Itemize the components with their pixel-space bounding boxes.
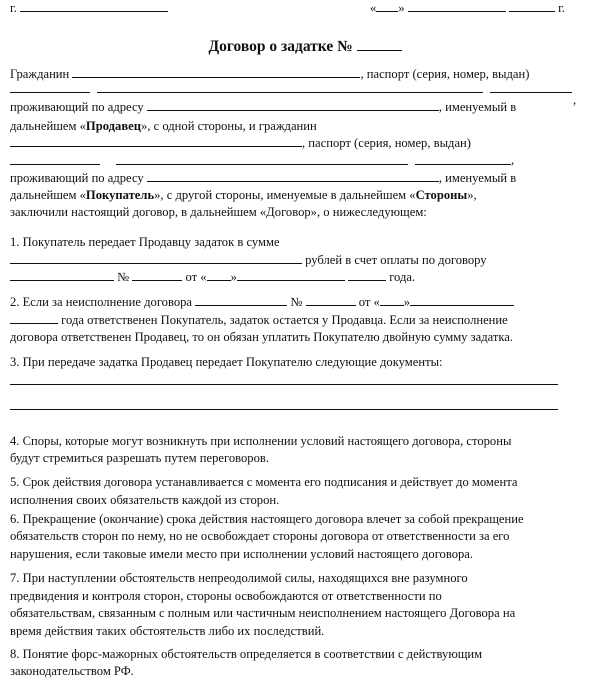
clause-7-line-1 [10, 570, 468, 587]
passport2-blank-3[interactable] [415, 164, 511, 165]
passport2-blank-2[interactable] [116, 164, 408, 165]
year-suffix: г. [558, 1, 565, 15]
clause-4-line-1 [10, 433, 511, 450]
sides-role: Стороны [415, 188, 468, 202]
date-quote-close: » [398, 1, 405, 15]
concluded-text: заключили настоящий договор, в дальнейшем «Договор», о нижеследующем: [10, 205, 427, 219]
clause-8-text: 8. Понятие форс-мажорных обстоятельств определяется в соответствии с действующим [10, 647, 483, 661]
city-prefix: г. [10, 1, 17, 15]
address-blank-1[interactable] [147, 99, 439, 111]
day-blank[interactable] [376, 0, 398, 12]
residing-label-2: проживающий по адресу [10, 171, 144, 185]
clause-2-line-1 [10, 294, 514, 311]
clause-7-text: 7. При наступлении обстоятельств непреодолимой силы, находящихся вне разумного [10, 571, 468, 585]
clause-1-line-2 [10, 252, 487, 269]
document-title [0, 37, 610, 55]
c2-year-blank[interactable] [10, 312, 58, 324]
named-label: , именуемый в [438, 100, 517, 114]
clause-7-text-4: время действия таких обстоятельств либо их последствий. [10, 624, 325, 638]
clause-8-text-2: законодательством РФ. [10, 664, 134, 678]
clause-1-line-1 [10, 234, 280, 251]
clause-2-line-3 [10, 329, 513, 346]
seller-line [10, 118, 317, 135]
title-text: Договор о задатке № [208, 38, 353, 55]
city-blank[interactable] [20, 0, 168, 12]
clause-8-line-2 [10, 663, 134, 680]
header-city-line [10, 0, 168, 17]
deposit-amount-blank[interactable] [10, 252, 302, 264]
clause-6-line-2 [10, 528, 509, 545]
residing-label: проживающий по адресу [10, 100, 144, 114]
address-blank-2[interactable] [147, 170, 439, 182]
named-label-2: , именуемый в [438, 171, 517, 185]
passport-label-2: , паспорт (серия, номер, выдан) [302, 136, 471, 150]
passport-blank-3[interactable] [490, 92, 572, 93]
citizen-line [10, 66, 529, 83]
clause-1-close: » [230, 270, 237, 284]
clause-6-text-3: нарушения, если таковые имели место при исполнении условий настоящего договора. [10, 547, 474, 561]
passport-comma [573, 92, 576, 109]
c2-month-blank[interactable] [410, 294, 514, 306]
residing-line-1 [10, 99, 516, 116]
clause-7-line-2 [10, 588, 442, 605]
c1-year-blank[interactable] [348, 269, 386, 281]
seller-post: », с одной стороны, и гражданин [140, 119, 317, 133]
sides-close: », [467, 188, 477, 202]
clause-6-text: 6. Прекращение (окончание) срока действия настоящего договора влечет за собой прекращение [10, 512, 524, 526]
buyer-line [10, 187, 477, 204]
passport2-comma-text: , [511, 153, 515, 167]
citizen-name-blank[interactable] [72, 66, 360, 78]
c2-no-blank[interactable] [306, 294, 356, 306]
citizen2-line [10, 135, 471, 152]
citizen2-name-blank[interactable] [10, 135, 302, 147]
passport-label: , паспорт (серия, номер, выдан) [360, 67, 530, 81]
clause-8-line-1 [10, 646, 482, 663]
clause-7-line-3 [10, 605, 515, 622]
clause-2-text-2: года ответственен Покупатель, задаток остается у Продавца. Если за неисполнение [61, 313, 508, 327]
header-date-line [370, 0, 565, 17]
clause-1-no: № [117, 270, 130, 284]
buyer-role: Покупатель [85, 188, 155, 202]
clause-4-text-2: будут стремиться разрешать путем переговоров. [10, 451, 269, 465]
c2-day-blank[interactable] [380, 294, 404, 306]
clause-1-text: 1. Покупатель передает Продавцу задаток в сумме [10, 235, 280, 249]
month-blank[interactable] [408, 0, 506, 12]
clause-5-text: 5. Срок действия договора устанавливается с момента его подписания и действует до момента [10, 475, 518, 489]
seller-pre: дальнейшем « [10, 119, 86, 133]
clause-7-text-3: обязательствам, связанным с полным или частичным неисполнением настоящего Договора на [10, 606, 516, 620]
clause-1-line-3 [10, 269, 415, 286]
passport2-comma [511, 152, 514, 169]
clause-2-from: от « [358, 295, 380, 309]
contract-ref-blank[interactable] [10, 269, 114, 281]
clause-3-line-1 [10, 354, 443, 371]
clause-7-line-4 [10, 623, 324, 640]
documents-blank-1[interactable] [10, 384, 558, 385]
clause-2-close: » [403, 295, 411, 309]
buyer-pre: дальнейшем « [10, 188, 86, 202]
clause-6-text-2: обязательств сторон по нему, но не освобождает стороны договора от ответственности за его [10, 529, 510, 543]
clause-1-year: года. [389, 270, 416, 284]
clause-3-text: 3. При передаче задатка Продавец передает Покупателю следующие документы: [10, 355, 443, 369]
clause-1-from: от « [185, 270, 207, 284]
passport2-blank-1[interactable] [10, 164, 100, 165]
c1-month-blank[interactable] [237, 269, 345, 281]
clause-5-line-2 [10, 492, 279, 509]
passport-comma-text: , [573, 93, 577, 107]
clause-6-line-3 [10, 546, 473, 563]
clause-4-line-2 [10, 450, 269, 467]
clause-4-text: 4. Споры, которые могут возникнуть при исполнении условий настоящего договора, стороны [10, 434, 512, 448]
clause-1-rubles: рублей в счет оплаты по договору [305, 253, 487, 267]
clause-2-text: 2. Если за неисполнение договора [10, 295, 193, 309]
passport-blank-2[interactable] [97, 92, 483, 93]
clause-2-text-3: договора ответственен Продавец, то он обязан уплатить Покупателю двойную сумму задатка. [10, 330, 514, 344]
buyer-post: », с другой стороны, именуемые в дальнейшем « [154, 188, 416, 202]
c2-contract-blank[interactable] [195, 294, 287, 306]
residing-line-2 [10, 170, 516, 187]
clause-2-line-2 [10, 312, 508, 329]
concluded-line [10, 204, 427, 221]
year-blank[interactable] [509, 0, 555, 12]
citizen-label: Гражданин [10, 67, 70, 81]
clause-2-no: № [290, 295, 303, 309]
clause-7-text-2: предвидения и контроля сторон, стороны освобождаются от ответственности по [10, 589, 442, 603]
seller-role: Продавец [85, 119, 141, 133]
clause-5-text-2: исполнения своих обязательств каждой из сторон. [10, 493, 280, 507]
c1-day-blank[interactable] [207, 269, 231, 281]
documents-blank-2[interactable] [10, 409, 558, 410]
clause-6-line-1 [10, 511, 524, 528]
clause-5-line-1 [10, 474, 517, 491]
date-quote-open: « [370, 1, 377, 15]
passport-blank-1[interactable] [10, 92, 90, 93]
contract-number-blank[interactable] [357, 37, 402, 51]
contract-no-blank[interactable] [132, 269, 182, 281]
